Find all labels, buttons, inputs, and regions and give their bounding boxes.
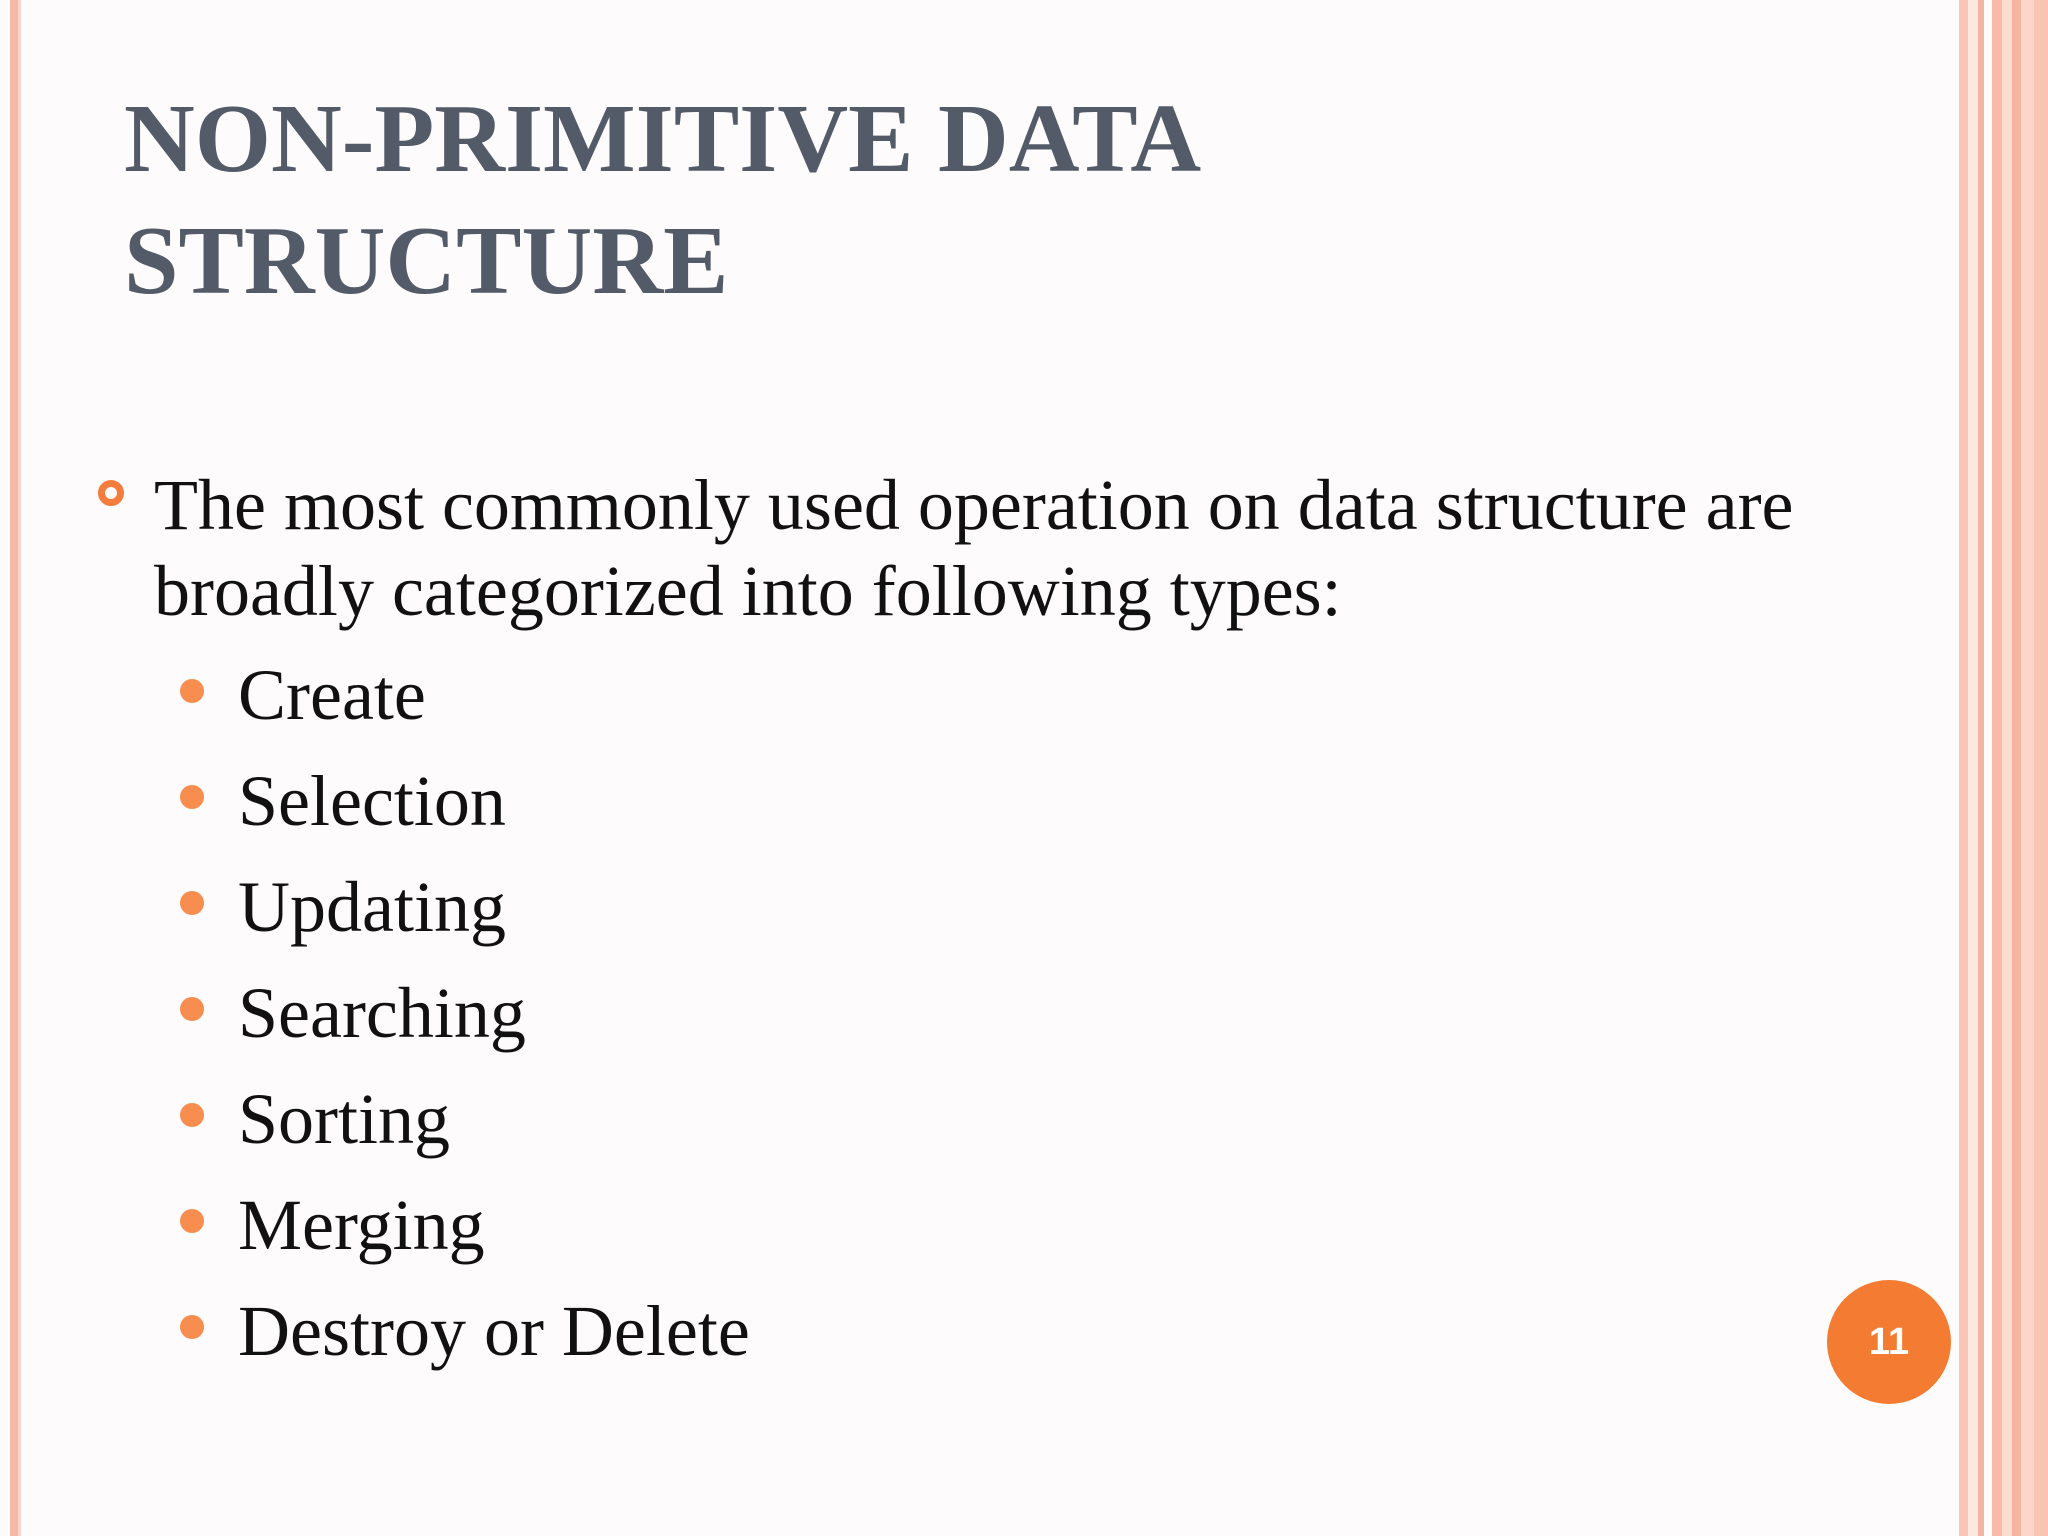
bullet-dot-icon	[180, 891, 204, 915]
frame-stripe-left	[10, 0, 18, 1536]
frame-stripe-right	[1978, 0, 1984, 1536]
main-bullet-text	[154, 462, 1974, 634]
list-item-label: Searching	[238, 973, 526, 1053]
frame-stripe-right	[2002, 0, 2012, 1536]
list-item-label: Destroy or Delete	[238, 1291, 750, 1371]
ring-bullet-icon	[98, 480, 124, 506]
page-number-badge: 11	[1827, 1280, 1951, 1404]
bullet-dot-icon	[180, 785, 204, 809]
bullet-dot-icon	[180, 1315, 204, 1339]
list-item-label: Updating	[238, 867, 506, 947]
bullet-dot-icon	[180, 997, 204, 1021]
frame-stripe-right	[2012, 0, 2021, 1536]
frame-stripe-left-light	[18, 0, 21, 1536]
frame-stripe-right	[1968, 0, 1978, 1536]
main-bullet-line-2: broadly categorized into following types:	[154, 551, 1342, 631]
bullet-dot-icon	[180, 1103, 204, 1127]
frame-stripe-right	[2034, 0, 2048, 1536]
list-item-label: Create	[238, 655, 426, 735]
main-bullet-line-1: The most commonly used operation on data structure are	[154, 465, 1794, 545]
list-item-label: Sorting	[238, 1079, 451, 1159]
list-item-label: Merging	[238, 1185, 485, 1265]
slide-title-line-1: NON-PRIMITIVE DATA	[124, 85, 1202, 193]
frame-stripe-right	[1992, 0, 2002, 1536]
bullet-dot-icon	[180, 679, 204, 703]
frame-stripe-right	[1959, 0, 1968, 1536]
bullet-dot-icon	[180, 1209, 204, 1233]
frame-stripe-right	[2021, 0, 2034, 1536]
slide-title	[124, 78, 1424, 322]
slide-title-line-2: STRUCTURE	[124, 207, 729, 315]
list-item-label: Selection	[238, 761, 506, 841]
